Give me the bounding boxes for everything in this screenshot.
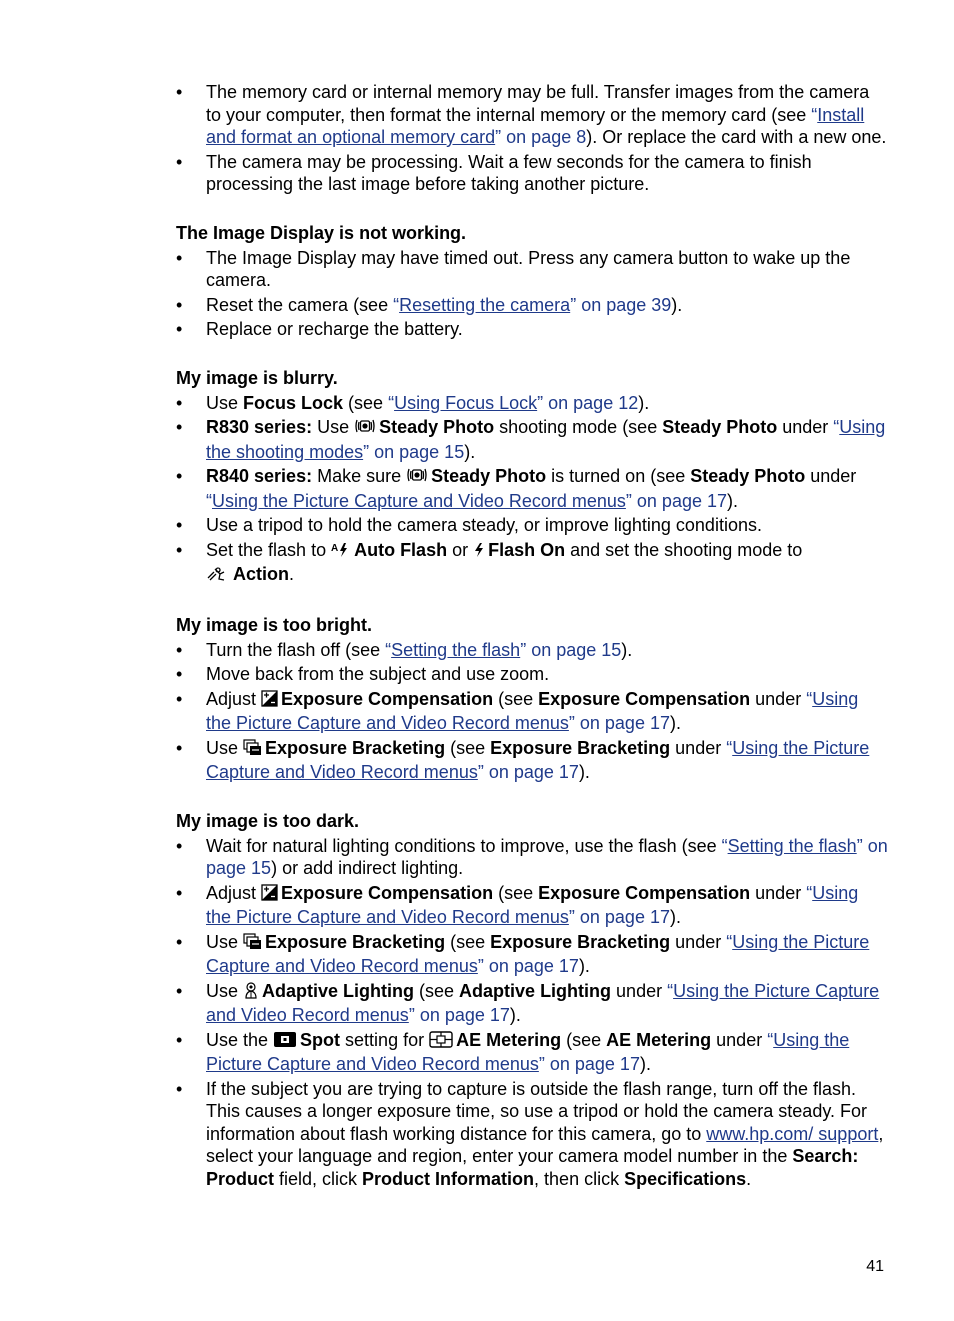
- action-mode-icon: [206, 565, 230, 588]
- item-text: The memory card or internal memory may be full. Transfer images from the camera to your computer, then format the internal memory or the memory card (see: [206, 82, 870, 125]
- bold-term: Steady Photo: [379, 417, 495, 437]
- link-text: Using the shooting modes: [206, 417, 886, 462]
- section-heading: My image is too bright.: [176, 614, 373, 635]
- list-item: [176, 465, 888, 512]
- item-text: Use: [206, 931, 244, 952]
- link-text: Using the Picture Capture and Video Record menus: [206, 882, 859, 927]
- item-text: Use a tripod to hold the camera steady, or improve lighting conditions.: [206, 515, 762, 535]
- item-text: ). Or replace the card with a new one.: [586, 127, 887, 147]
- bold-term: AE Metering: [456, 1029, 562, 1050]
- quote: ”: [495, 127, 502, 147]
- item-text: ).: [621, 639, 633, 660]
- item-text: Use: [206, 980, 244, 1001]
- list-item: [176, 1078, 888, 1191]
- item-text: ).: [639, 1054, 651, 1074]
- item-text: ).: [578, 762, 590, 782]
- hp-support-link[interactable]: [706, 1124, 878, 1144]
- link-page: on page 39: [576, 294, 672, 315]
- item-text: ) or add indirect lighting.: [271, 858, 464, 878]
- section-heading: My image is too dark.: [176, 810, 360, 831]
- cross-reference-link[interactable]: [393, 295, 671, 315]
- link-page: on page 17: [574, 713, 670, 733]
- bold-term: Exposure Bracketing: [265, 931, 446, 952]
- bullet: •: [176, 1029, 183, 1050]
- bullet: •: [176, 466, 183, 486]
- quote: “: [726, 931, 733, 952]
- auto-flash-icon: [331, 541, 351, 564]
- list-item: [176, 318, 888, 341]
- item-text: Use: [312, 417, 355, 437]
- list-item: [176, 1029, 888, 1076]
- bullet: •: [176, 392, 183, 413]
- list-item: [176, 392, 888, 415]
- bold-term: R830 series:: [206, 417, 313, 437]
- link-page: on page 17: [414, 1005, 510, 1025]
- bullet: •: [176, 515, 183, 535]
- item-text: .: [746, 1168, 752, 1189]
- flash-on-icon: [473, 541, 485, 564]
- list-item: [176, 663, 888, 686]
- item-text: field, click: [274, 1168, 363, 1189]
- item-text: Adjust: [206, 688, 262, 709]
- quote: “: [833, 417, 840, 437]
- item-text: shooting mode (see: [494, 417, 663, 437]
- link-text: Using the Picture Capture and Video Record menus: [212, 490, 626, 511]
- bold-term: Specifications: [624, 1168, 747, 1189]
- cross-reference-link[interactable]: [206, 491, 727, 511]
- link-text: Setting the flash: [391, 639, 521, 660]
- quote: ”: [477, 956, 484, 976]
- quote: “: [206, 490, 212, 511]
- bold-term: R840 series:: [206, 466, 313, 486]
- link-page: on page 8: [501, 127, 587, 147]
- cross-reference-link[interactable]: [385, 640, 621, 660]
- quote: ”: [570, 294, 577, 315]
- bullet: •: [176, 247, 183, 268]
- list-item: [176, 835, 888, 880]
- item-text: Adjust: [206, 882, 262, 903]
- item-text: Use: [206, 737, 244, 758]
- link-page: on page 17: [483, 956, 579, 976]
- item-text: Use: [206, 392, 244, 413]
- link-page: on page 15: [206, 835, 888, 878]
- item-text: (see: [414, 980, 460, 1001]
- display-list: [176, 247, 888, 341]
- item-text: (see: [493, 688, 539, 709]
- bold-term: AE Metering: [606, 1029, 712, 1050]
- item-text: (see: [445, 931, 491, 952]
- link-text: Resetting the camera: [399, 294, 571, 315]
- link-text: Setting the flash: [727, 835, 857, 856]
- quote: “: [811, 104, 818, 125]
- bold-term: Steady Photo: [662, 417, 778, 437]
- item-text: Set the flash to: [206, 539, 332, 560]
- link-text: Using the Picture Capture and Video Record menus: [206, 980, 880, 1025]
- quote: ”: [537, 392, 544, 413]
- list-item: [176, 247, 888, 292]
- item-text: ).: [638, 392, 650, 413]
- item-text: Turn the flash off (see: [206, 639, 386, 660]
- item-text: Move back from the subject and use zoom.: [206, 664, 550, 684]
- quote: “: [385, 639, 392, 660]
- bullet: •: [176, 882, 183, 903]
- bold-term: Focus Lock: [243, 392, 344, 413]
- list-item: [176, 416, 888, 463]
- link-page: on page 15: [526, 639, 622, 660]
- intro-list: [176, 81, 888, 196]
- bold-term: Adaptive Lighting: [459, 980, 612, 1001]
- svg-text:A: A: [331, 542, 339, 554]
- item-text: Wait for natural lighting conditions to improve, use the flash (see: [206, 835, 722, 856]
- bullet: •: [176, 294, 183, 315]
- quote: “: [767, 1029, 774, 1050]
- list-item: [176, 688, 888, 735]
- bold-term: Action: [233, 564, 289, 584]
- item-text: ).: [671, 294, 683, 315]
- list-item: [176, 294, 888, 317]
- item-text: under: [711, 1029, 768, 1050]
- spot-metering-icon: [273, 1031, 297, 1054]
- bold-term: Steady Photo: [431, 466, 547, 486]
- item-text: under: [750, 882, 807, 903]
- bold-term: Flash On: [488, 539, 566, 560]
- item-text: , then click: [534, 1168, 625, 1189]
- list-item: [176, 539, 888, 588]
- bullet: •: [176, 931, 183, 952]
- link-text: Using the Picture Capture and Video Record menus: [206, 688, 859, 733]
- list-item: [176, 737, 888, 784]
- bullet: •: [176, 639, 183, 660]
- bold-term: Steady Photo: [690, 466, 806, 486]
- list-item: [176, 514, 888, 537]
- bold-term: Exposure Bracketing: [265, 737, 446, 758]
- quote: ”: [568, 907, 575, 927]
- item-text: ).: [464, 441, 476, 462]
- quote: ”: [856, 835, 863, 856]
- bold-term: Product Information: [362, 1168, 535, 1189]
- item-text: under: [750, 688, 807, 709]
- bold-term: Search: Product: [206, 1146, 859, 1189]
- item-text: or: [447, 539, 474, 560]
- bullet: •: [176, 82, 183, 102]
- item-text: (see: [561, 1029, 607, 1050]
- quote: ”: [538, 1054, 545, 1074]
- item-text: is turned on (see: [546, 466, 691, 486]
- section-heading: The Image Display is not working.: [176, 222, 467, 243]
- page-number: 41: [866, 1258, 884, 1275]
- dark-list: [176, 835, 888, 1191]
- quote: ”: [625, 490, 632, 511]
- list-item: [176, 980, 888, 1027]
- steady-photo-icon: [354, 417, 376, 441]
- link-page: on page 17: [574, 907, 670, 927]
- item-text: under: [670, 737, 727, 758]
- exposure-compensation-icon: [261, 690, 278, 713]
- quote: ”: [568, 713, 575, 733]
- item-text: ).: [509, 1005, 521, 1025]
- list-item: [176, 151, 888, 196]
- item-text: (see: [493, 882, 539, 903]
- bullet: •: [176, 417, 183, 437]
- quote: ”: [477, 762, 484, 782]
- item-text: ).: [727, 490, 738, 511]
- link-page: on page 17: [483, 762, 579, 782]
- quote: “: [806, 882, 813, 903]
- bold-term: Spot: [300, 1029, 341, 1050]
- section-heading: My image is blurry.: [176, 367, 338, 388]
- exposure-bracketing-icon: [243, 739, 262, 762]
- bullet: •: [176, 688, 183, 709]
- quote: “: [667, 980, 674, 1001]
- bold-term: Exposure Compensation: [281, 882, 494, 903]
- quote: “: [726, 737, 733, 758]
- link-page: on page 17: [544, 1054, 640, 1074]
- item-text: setting for: [340, 1029, 430, 1050]
- exposure-bracketing-icon: [243, 933, 262, 956]
- steady-photo-icon: [406, 466, 428, 490]
- item-text: , select your language and region, enter your camera model number in the: [206, 1123, 884, 1166]
- item-text: .: [289, 564, 295, 584]
- item-text: Make sure: [312, 466, 407, 486]
- bullet: •: [176, 835, 183, 856]
- item-text: ).: [669, 713, 681, 733]
- link-page: on page 17: [631, 490, 727, 511]
- item-text: under: [670, 931, 727, 952]
- item-text: under: [611, 980, 668, 1001]
- item-text: ).: [669, 907, 681, 927]
- item-text: Reset the camera (see: [206, 294, 394, 315]
- bullet: •: [176, 737, 183, 758]
- bright-list: [176, 639, 888, 784]
- item-text: and set the shooting mode to: [565, 539, 803, 560]
- link-text: Using the Picture Capture and Video Record menus: [206, 737, 870, 782]
- bullet: •: [176, 151, 183, 172]
- bold-term: Exposure Compensation: [281, 688, 494, 709]
- list-item: [176, 882, 888, 929]
- link-text: Using the Picture Capture and Video Record menus: [206, 1029, 850, 1074]
- quote: “: [388, 392, 395, 413]
- bullet: •: [176, 319, 183, 339]
- page-content: [176, 81, 888, 1192]
- link-text: Install and format an optional memory card: [206, 104, 865, 147]
- item-text: (see: [343, 392, 389, 413]
- exposure-compensation-icon: [261, 884, 278, 907]
- bold-term: Auto Flash: [354, 539, 448, 560]
- quote: “: [806, 688, 813, 709]
- bold-term: Exposure Compensation: [538, 688, 751, 709]
- item-text: If the subject you are trying to capture is outside the flash range, turn off the flash. This causes a longer exposure time, so use a tripod or hold the camera steady. For information about flash working distance for this camera, go to: [206, 1078, 867, 1144]
- link-text: Using Focus Lock: [394, 392, 538, 413]
- bullet: •: [176, 539, 183, 560]
- quote: “: [721, 835, 728, 856]
- item-text: The camera may be processing. Wait a few seconds for the camera to finish processing the last image before taking another picture.: [206, 151, 812, 194]
- list-item: [176, 639, 888, 662]
- adaptive-lighting-icon: [243, 981, 259, 1005]
- bold-term: Exposure Compensation: [538, 882, 751, 903]
- bold-term: Adaptive Lighting: [262, 980, 415, 1001]
- item-text: Replace or recharge the battery.: [206, 319, 463, 339]
- quote: ”: [408, 1005, 415, 1025]
- blurry-list: [176, 392, 888, 588]
- ae-metering-icon: [429, 1031, 453, 1054]
- bullet: •: [176, 980, 183, 1001]
- item-text: The Image Display may have timed out. Press any camera button to wake up the camera.: [206, 247, 851, 290]
- bold-term: Exposure Bracketing: [490, 931, 671, 952]
- bullet: •: [176, 664, 183, 684]
- item-text: (see: [445, 737, 491, 758]
- quote: ”: [520, 639, 527, 660]
- list-item: [176, 931, 888, 978]
- item-text: under: [777, 417, 834, 437]
- link-text: Using the Picture Capture and Video Record menus: [206, 931, 870, 976]
- list-item: [176, 81, 888, 149]
- quote: “: [393, 294, 400, 315]
- item-text: ).: [578, 956, 590, 976]
- cross-reference-link[interactable]: [388, 393, 638, 413]
- item-text: under: [805, 466, 857, 486]
- link-page: on page 12: [543, 392, 639, 413]
- quote: ”: [363, 441, 370, 462]
- link-page: on page 15: [369, 441, 465, 462]
- bold-term: Exposure Bracketing: [490, 737, 671, 758]
- bullet: •: [176, 1078, 183, 1099]
- link-text: www.hp.com/ support: [706, 1123, 879, 1144]
- item-text: Use the: [206, 1029, 274, 1050]
